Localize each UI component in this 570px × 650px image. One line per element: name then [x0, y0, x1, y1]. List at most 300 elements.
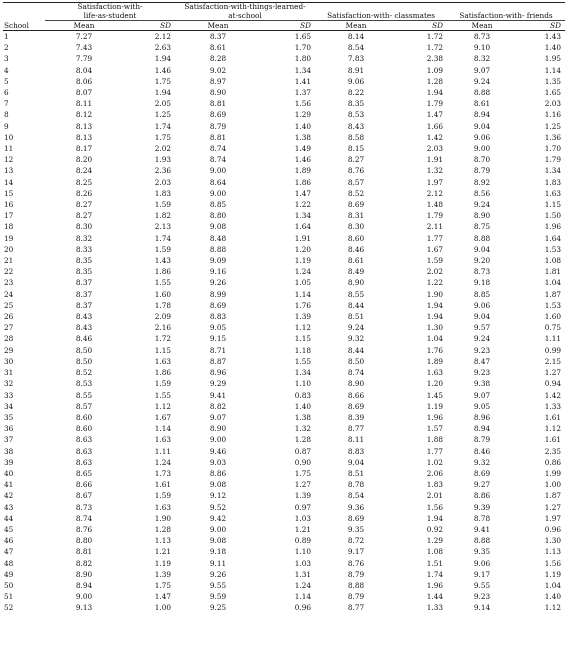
- sd-cell: 1.72: [426, 43, 444, 53]
- mean-cell: 9.26: [209, 278, 227, 288]
- sd-cell: 1.59: [154, 200, 171, 210]
- mean-cell: 9.08: [209, 536, 227, 546]
- sd-cell: 1.30: [544, 536, 562, 546]
- mean-cell: 9.39: [473, 502, 491, 512]
- mean-cell: 8.81: [209, 132, 227, 142]
- mean-cell: 8.82: [209, 401, 227, 411]
- sd-cell: 1.33: [426, 603, 444, 613]
- sd-cell: 1.25: [544, 121, 562, 131]
- sd-cell: 0.92: [426, 524, 444, 534]
- school-number-cell: 28: [4, 334, 14, 344]
- sd-cell: 1.03: [294, 558, 312, 568]
- sd-cell: 1.57: [426, 424, 444, 434]
- school-number-cell: 21: [4, 256, 14, 266]
- table-row: [3, 221, 565, 232]
- mean-cell: 9.16: [209, 267, 227, 277]
- table-row: [3, 558, 565, 569]
- sd-cell: 1.61: [544, 412, 562, 422]
- sd-cell: 1.22: [426, 278, 444, 288]
- mean-cell: 8.11: [75, 99, 93, 109]
- sd-cell: 1.32: [294, 424, 312, 434]
- sd-cell: 1.15: [294, 334, 312, 344]
- sd-cell: 1.94: [154, 54, 171, 64]
- sd-cell: 1.76: [426, 345, 444, 355]
- sd-cell: 1.89: [426, 356, 444, 366]
- mean-cell: 8.06: [75, 76, 93, 86]
- sd-cell: 1.73: [154, 468, 171, 478]
- sd-cell: 1.50: [544, 211, 562, 221]
- sd-cell: 1.25: [154, 110, 171, 120]
- mean-cell: 8.39: [347, 412, 365, 422]
- mean-cell: 9.05: [473, 401, 491, 411]
- sd-cell: 1.89: [294, 166, 312, 176]
- mean-cell: 9.08: [209, 222, 227, 232]
- sd-column-header: SD: [397, 21, 447, 31]
- table-body: [3, 31, 565, 614]
- mean-cell: 8.83: [347, 446, 365, 456]
- group-header-friends: Satisfaction-with- friends: [447, 3, 565, 21]
- sd-cell: 1.83: [154, 188, 171, 198]
- table-row: [3, 289, 565, 300]
- school-number-cell: 33: [4, 390, 14, 400]
- school-number-cell: 8: [4, 110, 9, 120]
- sd-cell: 1.10: [294, 547, 312, 557]
- sd-cell: 0.75: [544, 323, 562, 333]
- table-row: [3, 333, 565, 344]
- mean-cell: 8.44: [347, 345, 365, 355]
- mean-cell: 8.97: [209, 76, 227, 86]
- sd-cell: 1.82: [154, 211, 171, 221]
- sd-cell: 0.89: [294, 536, 312, 546]
- school-number-cell: 16: [4, 200, 14, 210]
- sd-cell: 2.63: [154, 43, 171, 53]
- mean-cell: 9.38: [473, 379, 491, 389]
- table-row: [3, 65, 565, 76]
- mean-cell: 8.54: [347, 491, 365, 501]
- sd-cell: 0.83: [294, 390, 312, 400]
- table-row: [3, 76, 565, 87]
- mean-cell: 8.72: [347, 536, 365, 546]
- table-row: [3, 233, 565, 244]
- sd-cell: 1.43: [544, 32, 562, 41]
- sd-cell: 2.02: [154, 144, 171, 154]
- mean-cell: 8.79: [209, 121, 227, 131]
- table-row: [3, 109, 565, 120]
- mean-cell: 8.43: [75, 312, 93, 322]
- mean-cell: 8.15: [347, 144, 365, 154]
- mean-cell: 8.50: [75, 345, 93, 355]
- table-row: [3, 277, 565, 288]
- school-number-cell: 31: [4, 368, 14, 378]
- school-number-cell: 37: [4, 435, 14, 445]
- sd-cell: 1.94: [426, 300, 444, 310]
- table-row: [3, 412, 565, 423]
- table-row: [3, 546, 565, 557]
- school-number-cell: 4: [4, 65, 9, 75]
- mean-cell: 8.85: [473, 289, 491, 299]
- sd-cell: 1.56: [544, 558, 562, 568]
- mean-cell: 8.99: [209, 289, 227, 299]
- sd-cell: 1.12: [544, 603, 562, 613]
- mean-cell: 8.07: [75, 88, 93, 98]
- mean-cell: 9.41: [209, 390, 227, 400]
- mean-cell: 8.44: [347, 300, 365, 310]
- mean-cell: 8.81: [75, 547, 93, 557]
- sd-cell: 0.90: [294, 457, 312, 467]
- sd-cell: 1.79: [544, 155, 562, 165]
- sd-cell: 1.24: [154, 457, 171, 467]
- sd-cell: 2.03: [154, 177, 171, 187]
- sd-cell: 1.93: [154, 155, 171, 165]
- sd-cell: 1.49: [294, 144, 312, 154]
- table-row: [3, 98, 565, 109]
- mean-cell: 9.24: [473, 76, 491, 86]
- sd-cell: 1.40: [294, 121, 312, 131]
- sd-cell: 1.94: [426, 88, 444, 98]
- sd-cell: 2.05: [154, 99, 171, 109]
- school-number-cell: 15: [4, 188, 14, 198]
- sd-cell: 1.27: [544, 502, 562, 512]
- mean-cell: 9.36: [347, 502, 365, 512]
- table-row: [3, 479, 565, 490]
- sd-cell: 1.56: [426, 502, 444, 512]
- table-row: [3, 345, 565, 356]
- mean-cell: 8.48: [209, 233, 227, 243]
- sd-cell: 1.78: [154, 300, 171, 310]
- sd-cell: 1.72: [426, 32, 444, 41]
- mean-cell: 8.69: [209, 110, 227, 120]
- sd-cell: 1.88: [426, 435, 444, 445]
- mean-cell: 9.14: [473, 603, 491, 613]
- sd-cell: 1.96: [426, 412, 444, 422]
- mean-cell: 8.64: [209, 177, 227, 187]
- mean-cell: 8.27: [347, 155, 365, 165]
- sd-cell: 1.24: [294, 267, 312, 277]
- sd-cell: 1.47: [154, 592, 171, 602]
- mean-cell: 8.90: [209, 424, 227, 434]
- sd-cell: 1.90: [154, 513, 171, 523]
- mean-cell: 8.80: [209, 211, 227, 221]
- mean-cell: 8.83: [209, 312, 227, 322]
- mean-cell: 8.88: [473, 88, 491, 98]
- mean-cell: 7.27: [75, 32, 93, 41]
- mean-cell: 8.90: [347, 278, 365, 288]
- sd-cell: 1.28: [154, 524, 171, 534]
- sd-cell: 1.75: [154, 580, 171, 590]
- mean-cell: 8.61: [473, 99, 491, 109]
- sd-cell: 1.60: [154, 289, 171, 299]
- school-number-cell: 11: [4, 144, 14, 154]
- school-number-cell: 6: [4, 88, 9, 98]
- table-row: [3, 434, 565, 445]
- mean-cell: 9.32: [347, 334, 365, 344]
- sd-cell: 1.91: [426, 155, 444, 165]
- sd-cell: 1.27: [294, 480, 312, 490]
- sd-cell: 1.63: [426, 368, 444, 378]
- sd-cell: 1.33: [544, 401, 562, 411]
- sd-cell: 1.11: [154, 446, 171, 456]
- sd-cell: 1.96: [426, 580, 444, 590]
- sd-cell: 1.65: [294, 32, 312, 41]
- mean-cell: 8.67: [75, 491, 93, 501]
- sd-cell: 1.13: [154, 536, 171, 546]
- mean-cell: 9.00: [209, 166, 227, 176]
- table-row: [3, 31, 565, 43]
- sd-cell: 1.86: [154, 368, 171, 378]
- sd-cell: 1.79: [426, 211, 444, 221]
- mean-cell: 8.47: [473, 356, 491, 366]
- mean-cell: 9.06: [347, 76, 365, 86]
- mean-cell: 9.57: [473, 323, 491, 333]
- sd-cell: 1.64: [294, 222, 312, 232]
- school-number-cell: 22: [4, 267, 14, 277]
- table-row: [3, 188, 565, 199]
- sd-cell: 1.38: [294, 412, 312, 422]
- mean-cell: 9.07: [209, 412, 227, 422]
- mean-cell: 8.90: [473, 211, 491, 221]
- mean-cell: 9.06: [473, 300, 491, 310]
- mean-cell: 8.37: [75, 300, 93, 310]
- sd-cell: 1.99: [544, 468, 562, 478]
- sd-cell: 1.96: [544, 222, 562, 232]
- sd-cell: 1.34: [544, 166, 562, 176]
- sd-cell: 1.00: [154, 603, 171, 613]
- mean-cell: 9.04: [473, 312, 491, 322]
- mean-cell: 9.52: [209, 502, 227, 512]
- mean-cell: 8.94: [473, 110, 491, 120]
- sd-cell: 1.04: [544, 278, 562, 288]
- sd-cell: 1.02: [426, 457, 444, 467]
- sd-cell: 1.30: [426, 323, 444, 333]
- school-number-cell: 23: [4, 278, 14, 288]
- school-number-cell: 20: [4, 244, 14, 254]
- school-number-cell: 40: [4, 468, 14, 478]
- mean-cell: 8.79: [347, 592, 365, 602]
- sd-cell: 2.16: [154, 323, 171, 333]
- mean-cell: 9.08: [209, 480, 227, 490]
- sd-cell: 1.42: [544, 390, 562, 400]
- mean-cell: 8.63: [75, 457, 93, 467]
- sd-cell: 1.55: [154, 390, 171, 400]
- mean-cell: 8.86: [473, 491, 491, 501]
- mean-cell: 8.33: [75, 244, 93, 254]
- mean-cell: 9.15: [209, 334, 227, 344]
- mean-cell: 8.30: [347, 222, 365, 232]
- mean-cell: 8.87: [209, 356, 227, 366]
- sd-cell: 1.39: [294, 312, 312, 322]
- sd-cell: 1.97: [426, 177, 444, 187]
- mean-cell: 8.13: [75, 132, 93, 142]
- mean-cell: 9.27: [473, 480, 491, 490]
- school-number-cell: 7: [4, 99, 9, 109]
- mean-cell: 8.43: [75, 323, 93, 333]
- sd-cell: 1.28: [294, 435, 312, 445]
- mean-cell: 8.88: [209, 244, 227, 254]
- mean-cell: 9.00: [473, 144, 491, 154]
- mean-cell: 8.63: [75, 435, 93, 445]
- sd-cell: 1.40: [544, 43, 562, 53]
- table-row: [3, 244, 565, 255]
- mean-cell: 8.76: [347, 166, 365, 176]
- sd-cell: 1.35: [544, 76, 562, 86]
- table-row: [3, 367, 565, 378]
- sd-cell: 1.20: [294, 244, 312, 254]
- table-row: [3, 423, 565, 434]
- mean-cell: 8.54: [347, 43, 365, 53]
- sd-column-header: SD: [123, 21, 175, 31]
- school-number-cell: 47: [4, 547, 14, 557]
- school-number-cell: 48: [4, 558, 14, 568]
- mean-cell: 8.27: [75, 200, 93, 210]
- sd-cell: 1.83: [544, 177, 562, 187]
- sd-cell: 1.19: [544, 569, 562, 579]
- sd-cell: 1.72: [154, 334, 171, 344]
- sd-cell: 1.37: [294, 88, 312, 98]
- school-number-cell: 41: [4, 480, 14, 490]
- mean-cell: 8.24: [75, 166, 93, 176]
- mean-cell: 8.88: [473, 233, 491, 243]
- sd-cell: 1.48: [426, 200, 444, 210]
- mean-cell: 8.31: [347, 211, 365, 221]
- mean-cell: 8.76: [347, 558, 365, 568]
- school-number-cell: 34: [4, 401, 14, 411]
- sd-cell: 1.11: [544, 334, 562, 344]
- table-row: [3, 602, 565, 613]
- school-column-header: School: [3, 21, 45, 31]
- sd-cell: 1.27: [544, 368, 562, 378]
- mean-cell: 8.96: [209, 368, 227, 378]
- school-number-cell: 19: [4, 233, 14, 243]
- mean-cell: 8.30: [75, 222, 93, 232]
- mean-cell: 8.69: [209, 300, 227, 310]
- mean-column-header: Mean: [315, 21, 397, 31]
- table-row: [3, 390, 565, 401]
- mean-cell: 9.00: [209, 435, 227, 445]
- sd-cell: 2.35: [544, 446, 562, 456]
- mean-cell: 8.57: [347, 177, 365, 187]
- table-row: [3, 569, 565, 580]
- sd-cell: 1.75: [154, 76, 171, 86]
- mean-cell: 9.00: [75, 592, 93, 602]
- sd-cell: 1.70: [544, 144, 562, 154]
- mean-cell: 9.02: [209, 65, 227, 75]
- sd-cell: 1.14: [294, 592, 312, 602]
- mean-cell: 8.37: [75, 278, 93, 288]
- sd-cell: 1.81: [544, 267, 562, 277]
- mean-cell: 9.12: [209, 491, 227, 501]
- header-group-row: [3, 3, 565, 21]
- mean-cell: 7.43: [75, 43, 93, 53]
- sd-cell: 1.13: [544, 547, 562, 557]
- mean-cell: 8.43: [347, 121, 365, 131]
- sd-cell: 1.59: [154, 379, 171, 389]
- sd-cell: 1.08: [544, 256, 562, 266]
- mean-cell: 8.13: [75, 121, 93, 131]
- sd-cell: 1.63: [154, 502, 171, 512]
- mean-cell: 8.85: [209, 200, 227, 210]
- mean-cell: 9.23: [473, 592, 491, 602]
- mean-cell: 8.35: [75, 256, 93, 266]
- sd-cell: 1.43: [154, 256, 171, 266]
- mean-cell: 8.46: [75, 334, 93, 344]
- mean-cell: 8.65: [75, 468, 93, 478]
- school-number-cell: 26: [4, 312, 14, 322]
- table-row: [3, 457, 565, 468]
- sd-cell: 1.24: [294, 580, 312, 590]
- mean-cell: 9.20: [473, 256, 491, 266]
- sd-cell: 1.14: [294, 289, 312, 299]
- school-number-cell: 50: [4, 580, 14, 590]
- mean-cell: 8.78: [473, 513, 491, 523]
- sd-cell: 1.22: [294, 200, 312, 210]
- sd-cell: 0.94: [544, 379, 562, 389]
- mean-cell: 9.18: [473, 278, 491, 288]
- mean-cell: 8.73: [473, 267, 491, 277]
- school-number-cell: 49: [4, 569, 14, 579]
- mean-cell: 8.37: [209, 32, 227, 41]
- table-row: [3, 143, 565, 154]
- sd-cell: 2.03: [426, 144, 444, 154]
- sd-cell: 2.03: [544, 99, 562, 109]
- table-row: [3, 210, 565, 221]
- table-row: [3, 53, 565, 64]
- mean-cell: 9.10: [473, 43, 491, 53]
- sd-cell: 2.13: [154, 222, 171, 232]
- sd-cell: 1.66: [426, 121, 444, 131]
- sd-cell: 1.46: [154, 65, 171, 75]
- mean-cell: 9.32: [473, 457, 491, 467]
- school-number-cell: 30: [4, 356, 14, 366]
- mean-cell: 8.25: [75, 177, 93, 187]
- sd-cell: 1.59: [154, 244, 171, 254]
- mean-cell: 8.74: [347, 368, 365, 378]
- sd-cell: 1.79: [426, 99, 444, 109]
- sd-cell: 1.12: [294, 323, 312, 333]
- sd-cell: 1.77: [426, 233, 444, 243]
- sd-cell: 1.20: [426, 379, 444, 389]
- sd-cell: 2.02: [426, 267, 444, 277]
- table-row: [3, 199, 565, 210]
- mean-cell: 8.61: [347, 256, 365, 266]
- school-number-cell: 36: [4, 424, 14, 434]
- mean-cell: 9.23: [473, 345, 491, 355]
- school-number-cell: 52: [4, 603, 14, 613]
- sd-cell: 1.75: [154, 132, 171, 142]
- sd-cell: 1.09: [426, 65, 444, 75]
- mean-cell: 8.86: [209, 468, 227, 478]
- mean-cell: 8.12: [75, 110, 93, 120]
- sd-cell: 1.31: [294, 569, 312, 579]
- mean-cell: 8.74: [75, 513, 93, 523]
- school-number-cell: 24: [4, 289, 14, 299]
- mean-cell: 8.69: [347, 200, 365, 210]
- sd-cell: 1.87: [544, 289, 562, 299]
- table-row: [3, 535, 565, 546]
- mean-cell: 8.51: [347, 312, 365, 322]
- sd-cell: 1.47: [294, 188, 312, 198]
- table-row: [3, 154, 565, 165]
- sd-cell: 2.09: [154, 312, 171, 322]
- sd-cell: 1.15: [154, 345, 171, 355]
- mean-cell: 9.24: [473, 200, 491, 210]
- sd-cell: 0.96: [544, 524, 562, 534]
- mean-cell: 8.46: [347, 244, 365, 254]
- school-number-cell: 25: [4, 300, 14, 310]
- table-row: [3, 378, 565, 389]
- mean-cell: 9.00: [209, 524, 227, 534]
- mean-cell: 8.74: [209, 144, 227, 154]
- school-number-cell: 42: [4, 491, 14, 501]
